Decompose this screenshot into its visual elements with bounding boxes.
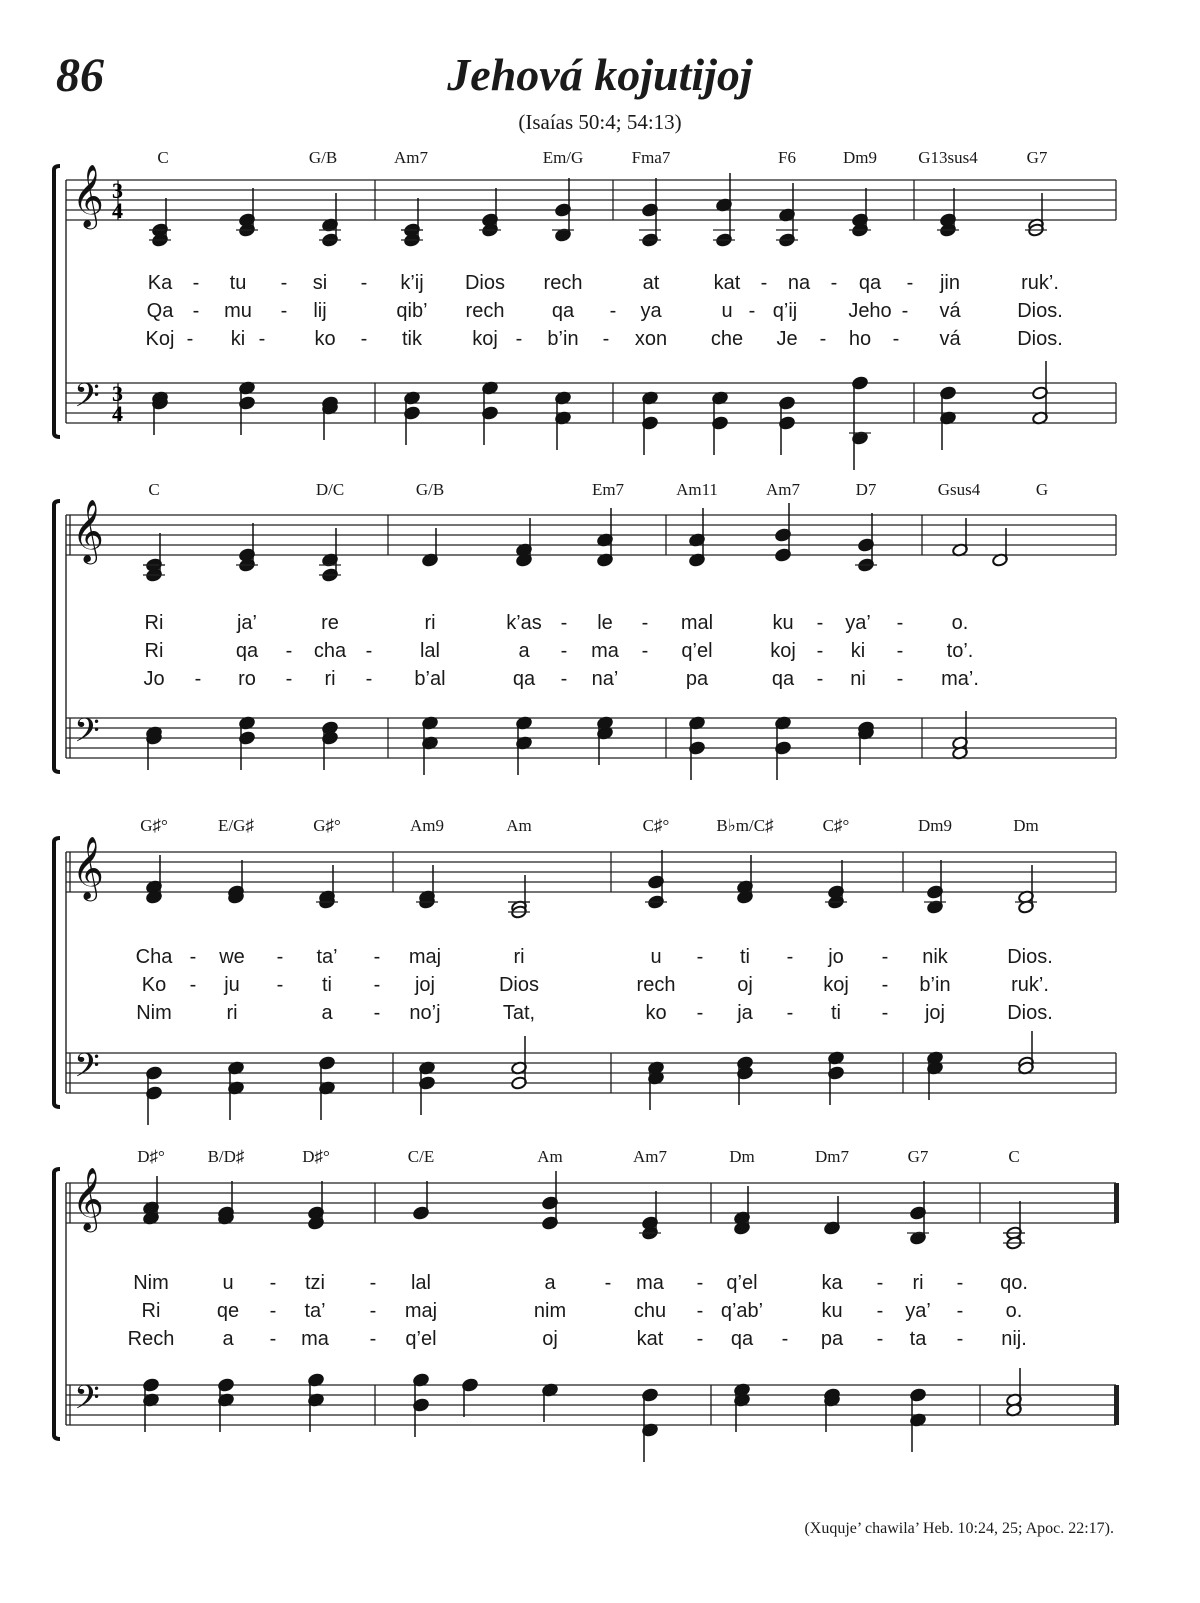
lyric-hyphen: -: [269, 1328, 277, 1350]
lyric-syllable: che: [710, 328, 744, 350]
chord-symbol: C: [157, 148, 169, 167]
lyric-hyphen: -: [189, 974, 197, 996]
chord-symbol: Dm: [729, 1147, 755, 1166]
lyric-syllable: ma: [301, 1328, 329, 1350]
chord-symbol: Dm9: [843, 148, 877, 167]
lyric-hyphen: -: [892, 328, 900, 350]
lyric-syllable: lal: [410, 1272, 432, 1294]
lyric-syllable: lal: [419, 640, 441, 662]
chord-symbol: Fma7: [631, 148, 671, 167]
lyric-hyphen: -: [896, 668, 904, 690]
lyric-hyphen: -: [186, 328, 194, 350]
chord-symbol: G/B: [415, 480, 445, 499]
lyric-hyphen: -: [896, 640, 904, 662]
lyric-syllable: to’.: [946, 640, 974, 662]
lyric-syllable: ja’: [236, 612, 258, 634]
lyric-hyphen: -: [369, 1300, 377, 1322]
chord-symbol: C♯°: [822, 816, 850, 835]
lyric-syllable: ja: [737, 1002, 753, 1024]
lyric-syllable: maj: [408, 946, 442, 968]
chord-symbol: F6: [778, 148, 796, 167]
lyric-syllable: ki: [850, 640, 866, 662]
lyric-syllable: qa: [730, 1328, 754, 1350]
lyric-syllable: Dios.: [1007, 1002, 1053, 1024]
lyric-syllable: o.: [1005, 1300, 1023, 1322]
lyric-syllable: Jo: [143, 668, 165, 690]
lyric-syllable: ya: [640, 300, 662, 322]
lyric-hyphen: -: [819, 328, 827, 350]
lyric-syllable: xon: [634, 328, 668, 350]
lyric-syllable: u: [721, 300, 733, 322]
lyric-syllable: ta’: [304, 1300, 326, 1322]
lyric-syllable: Dios.: [1017, 300, 1063, 322]
treble-clef-icon: 𝄞: [72, 836, 104, 899]
lyric-syllable: qa: [512, 668, 536, 690]
lyric-hyphen: -: [365, 668, 373, 690]
lyric-hyphen: -: [816, 612, 824, 634]
lyric-syllable: ti: [740, 946, 750, 968]
lyric-syllable: Dios: [498, 974, 540, 996]
lyric-hyphen: -: [641, 640, 649, 662]
lyric-syllable: Rech: [127, 1328, 175, 1350]
lyric-syllable: ro: [238, 668, 256, 690]
chord-symbol: Gsus4: [937, 480, 981, 499]
lyric-syllable: ko: [314, 328, 336, 350]
lyric-hyphen: -: [269, 1272, 277, 1294]
chord-symbol: G♯°: [313, 816, 341, 835]
lyric-hyphen: -: [830, 272, 838, 294]
lyric-hyphen: -: [365, 640, 373, 662]
chord-symbol: Am7: [766, 480, 800, 499]
lyric-syllable: at: [642, 272, 660, 294]
lyric-hyphen: -: [641, 612, 649, 634]
lyric-hyphen: -: [280, 272, 288, 294]
lyric-syllable: koj: [770, 640, 796, 662]
lyric-hyphen: -: [258, 328, 266, 350]
lyric-syllable: ho: [848, 328, 872, 350]
lyric-syllable: mu: [224, 300, 252, 322]
lyric-syllable: cha: [313, 640, 347, 662]
lyric-hyphen: -: [816, 668, 824, 690]
lyric-syllable: koj: [823, 974, 849, 996]
chord-symbol: C: [1008, 1147, 1020, 1166]
lyric-syllable: qa: [771, 668, 795, 690]
lyric-syllable: rech: [465, 300, 505, 322]
lyric-hyphen: -: [881, 946, 889, 968]
lyric-syllable: ri: [912, 1272, 924, 1294]
chord-symbol: D7: [855, 480, 877, 499]
lyric-hyphen: -: [373, 1002, 381, 1024]
lyric-syllable: tik: [402, 328, 422, 350]
lyric-syllable: ku: [821, 1300, 843, 1322]
lyric-syllable: ma: [591, 640, 619, 662]
lyric-syllable: qa: [858, 272, 882, 294]
lyric-syllable: chu: [633, 1300, 667, 1322]
treble-clef-icon: 𝄞: [72, 164, 104, 227]
lyric-syllable: a: [518, 640, 530, 662]
chord-symbol: Am9: [410, 816, 444, 835]
lyric-hyphen: -: [816, 640, 824, 662]
lyric-syllable: Cha: [135, 946, 173, 968]
system-bracket: [54, 1169, 60, 1439]
lyric-hyphen: -: [786, 1002, 794, 1024]
lyric-hyphen: -: [956, 1328, 964, 1350]
chord-symbol: D♯°: [302, 1147, 330, 1166]
lyric-syllable: q’el: [405, 1328, 437, 1350]
lyric-hyphen: -: [760, 272, 768, 294]
lyric-hyphen: -: [876, 1272, 884, 1294]
lyric-hyphen: -: [360, 328, 368, 350]
chord-symbol: Em/G: [542, 148, 584, 167]
lyric-syllable: re: [321, 612, 339, 634]
lyric-syllable: qib’: [396, 300, 428, 322]
lyric-syllable: joj: [414, 974, 436, 996]
lyric-syllable: u: [650, 946, 662, 968]
chord-symbol: G7: [907, 1147, 929, 1166]
chord-symbol: C♯°: [642, 816, 670, 835]
scripture-reference: (Isaías 50:4; 54:13): [518, 110, 682, 134]
lyric-syllable: rech: [543, 272, 583, 294]
lyric-syllable: Ri: [144, 612, 164, 634]
lyric-syllable: ya’: [905, 1300, 931, 1322]
treble-clef-icon: 𝄞: [72, 1167, 104, 1230]
chord-symbol: Dm: [1013, 816, 1039, 835]
chord-symbol: Am: [537, 1147, 563, 1166]
lyric-syllable: oj: [542, 1328, 558, 1350]
lyric-hyphen: -: [881, 1002, 889, 1024]
lyric-syllable: ta’: [316, 946, 338, 968]
lyric-syllable: tu: [229, 272, 247, 294]
bass-clef-icon: 𝄢: [74, 1047, 100, 1093]
lyric-hyphen: -: [285, 640, 293, 662]
lyric-syllable: lij: [313, 300, 327, 322]
chord-symbol: G7: [1026, 148, 1048, 167]
chord-symbol: E/G♯: [218, 816, 254, 835]
lyric-syllable: kat: [713, 272, 741, 294]
lyric-syllable: ta: [909, 1328, 927, 1350]
lyric-hyphen: -: [696, 946, 704, 968]
lyric-hyphen: -: [876, 1300, 884, 1322]
lyric-hyphen: -: [194, 668, 202, 690]
lyric-syllable: ma: [636, 1272, 664, 1294]
lyric-hyphen: -: [748, 300, 756, 322]
lyric-syllable: we: [219, 946, 245, 968]
lyric-syllable: si: [312, 272, 328, 294]
hymn-number: 86: [56, 49, 104, 102]
lyric-syllable: Ko: [141, 974, 167, 996]
hymn-title: Jehová kojutijoj: [447, 49, 753, 100]
lyric-hyphen: -: [876, 1328, 884, 1350]
lyric-syllable: pa: [820, 1328, 844, 1350]
chord-symbol: Am7: [394, 148, 428, 167]
bass-clef-icon: 𝄢: [74, 712, 100, 758]
lyric-syllable: koj: [472, 328, 498, 350]
lyric-syllable: b’al: [414, 668, 446, 690]
final-bar: [1114, 1183, 1119, 1223]
lyric-syllable: na’: [591, 668, 619, 690]
lyric-hyphen: -: [276, 974, 284, 996]
lyric-syllable: Ri: [144, 640, 164, 662]
time-signature-top: 3: [112, 178, 123, 203]
chord-symbol: C: [148, 480, 160, 499]
chord-symbol: D♯°: [137, 1147, 165, 1166]
lyric-syllable: Qa: [146, 300, 174, 322]
time-signature-bottom: 4: [112, 401, 123, 426]
lyric-hyphen: -: [285, 668, 293, 690]
lyric-syllable: vá: [939, 328, 961, 350]
lyric-syllable: vá: [939, 300, 961, 322]
lyric-syllable: ni: [850, 668, 866, 690]
chord-symbol: G/B: [308, 148, 338, 167]
lyric-hyphen: -: [269, 1300, 277, 1322]
lyric-syllable: ri: [424, 612, 436, 634]
chord-symbol: G13sus4: [918, 148, 978, 167]
lyric-hyphen: -: [604, 1272, 612, 1294]
bass-clef-icon: 𝄢: [74, 1379, 100, 1425]
lyric-syllable: qa: [235, 640, 259, 662]
lyric-hyphen: -: [360, 272, 368, 294]
lyric-hyphen: -: [956, 1272, 964, 1294]
lyric-syllable: q’ab’: [720, 1300, 764, 1322]
lyric-syllable: k’ij: [400, 272, 424, 294]
lyric-hyphen: -: [369, 1272, 377, 1294]
lyric-syllable: ti: [322, 974, 332, 996]
lyric-syllable: ri: [324, 668, 336, 690]
lyric-syllable: qa: [551, 300, 575, 322]
lyric-hyphen: -: [696, 1272, 704, 1294]
lyric-hyphen: -: [515, 328, 523, 350]
lyric-syllable: k’as: [506, 612, 542, 634]
lyric-syllable: Dios.: [1007, 946, 1053, 968]
lyric-hyphen: -: [901, 300, 909, 322]
lyric-syllable: no’j: [409, 1002, 441, 1024]
lyric-hyphen: -: [696, 1328, 704, 1350]
lyric-syllable: le: [597, 612, 613, 634]
lyric-syllable: Koj: [145, 328, 175, 350]
lyric-syllable: nim: [533, 1300, 567, 1322]
lyric-hyphen: -: [696, 1300, 704, 1322]
lyric-syllable: tzi: [305, 1272, 325, 1294]
lyric-syllable: ruk’.: [1011, 974, 1049, 996]
chord-symbol: Em7: [591, 480, 625, 499]
lyric-syllable: maj: [404, 1300, 438, 1322]
lyric-hyphen: -: [192, 300, 200, 322]
lyric-syllable: b’in: [547, 328, 579, 350]
lyric-syllable: Nim: [133, 1272, 169, 1294]
chord-symbol: B/D♯: [207, 1147, 245, 1166]
lyric-syllable: Dios: [464, 272, 506, 294]
lyric-hyphen: -: [781, 1328, 789, 1350]
lyric-syllable: Dios.: [1017, 328, 1063, 350]
lyric-syllable: na: [787, 272, 811, 294]
lyric-syllable: oj: [737, 974, 753, 996]
lyric-hyphen: -: [373, 946, 381, 968]
chord-symbol: Dm7: [815, 1147, 849, 1166]
lyric-syllable: ju: [224, 974, 240, 996]
lyric-hyphen: -: [276, 946, 284, 968]
chord-symbol: Am7: [633, 1147, 667, 1166]
lyric-hyphen: -: [369, 1328, 377, 1350]
lyric-syllable: a: [544, 1272, 556, 1294]
lyric-syllable: Nim: [136, 1002, 172, 1024]
lyric-hyphen: -: [881, 974, 889, 996]
lyric-syllable: ku: [772, 612, 794, 634]
final-bar: [1114, 1385, 1119, 1425]
treble-clef-icon: 𝄞: [72, 499, 104, 562]
lyric-hyphen: -: [560, 612, 568, 634]
lyric-syllable: q’ij: [772, 300, 798, 322]
chord-symbol: G♯°: [140, 816, 168, 835]
lyric-syllable: Jeho: [848, 300, 892, 322]
lyric-hyphen: -: [280, 300, 288, 322]
lyric-syllable: a: [222, 1328, 234, 1350]
lyric-hyphen: -: [560, 668, 568, 690]
lyric-syllable: a: [321, 1002, 333, 1024]
lyric-syllable: mal: [680, 612, 714, 634]
lyric-syllable: joj: [924, 1002, 946, 1024]
lyric-syllable: ya’: [845, 612, 871, 634]
lyric-syllable: ri: [226, 1002, 238, 1024]
lyric-syllable: kat: [636, 1328, 664, 1350]
chord-symbol: B♭m/C♯: [716, 816, 774, 835]
chord-symbol: D/C: [315, 480, 345, 499]
lyric-hyphen: -: [373, 974, 381, 996]
lyric-syllable: ma’.: [941, 668, 979, 690]
lyric-syllable: nik: [922, 946, 948, 968]
lyric-syllable: ti: [831, 1002, 841, 1024]
lyric-syllable: Ri: [141, 1300, 161, 1322]
lyric-syllable: rech: [636, 974, 676, 996]
lyric-syllable: q’el: [681, 640, 713, 662]
lyric-syllable: ka: [821, 1272, 843, 1294]
lyric-syllable: b’in: [919, 974, 951, 996]
lyric-syllable: ko: [645, 1002, 667, 1024]
lyric-syllable: u: [222, 1272, 234, 1294]
lyric-hyphen: -: [696, 1002, 704, 1024]
time-signature-bottom: 4: [112, 198, 123, 223]
lyric-syllable: Je: [776, 328, 798, 350]
lyric-hyphen: -: [192, 272, 200, 294]
lyric-syllable: jo: [828, 946, 844, 968]
lyric-syllable: qe: [216, 1300, 240, 1322]
chord-symbol: G: [1035, 480, 1049, 499]
chord-symbol: Dm9: [918, 816, 952, 835]
lyric-hyphen: -: [956, 1300, 964, 1322]
lyric-hyphen: -: [189, 946, 197, 968]
chord-symbol: Am11: [676, 480, 718, 499]
lyric-syllable: ki: [230, 328, 246, 350]
lyric-syllable: ri: [513, 946, 525, 968]
lyric-syllable: qo.: [1000, 1272, 1028, 1294]
lyric-hyphen: -: [786, 946, 794, 968]
lyric-syllable: nij.: [1001, 1328, 1027, 1350]
lyric-syllable: ruk’.: [1021, 272, 1059, 294]
lyric-hyphen: -: [560, 640, 568, 662]
lyric-syllable: o.: [951, 612, 969, 634]
lyric-hyphen: -: [906, 272, 914, 294]
lyric-hyphen: -: [896, 612, 904, 634]
time-signature-top: 3: [112, 381, 123, 406]
lyric-hyphen: -: [602, 328, 610, 350]
footnote: (Xuquje’ chawila’ Heb. 10:24, 25; Apoc. 22:17).: [804, 1520, 1114, 1537]
lyric-syllable: pa: [685, 668, 709, 690]
lyric-syllable: Ka: [147, 272, 173, 294]
lyric-syllable: q’el: [726, 1272, 758, 1294]
bass-clef-icon: 𝄢: [74, 377, 100, 423]
lyric-hyphen: -: [609, 300, 617, 322]
chord-symbol: Am: [506, 816, 532, 835]
lyric-syllable: Tat,: [502, 1002, 536, 1024]
chord-symbol: C/E: [407, 1147, 435, 1166]
lyric-syllable: jin: [939, 272, 961, 294]
